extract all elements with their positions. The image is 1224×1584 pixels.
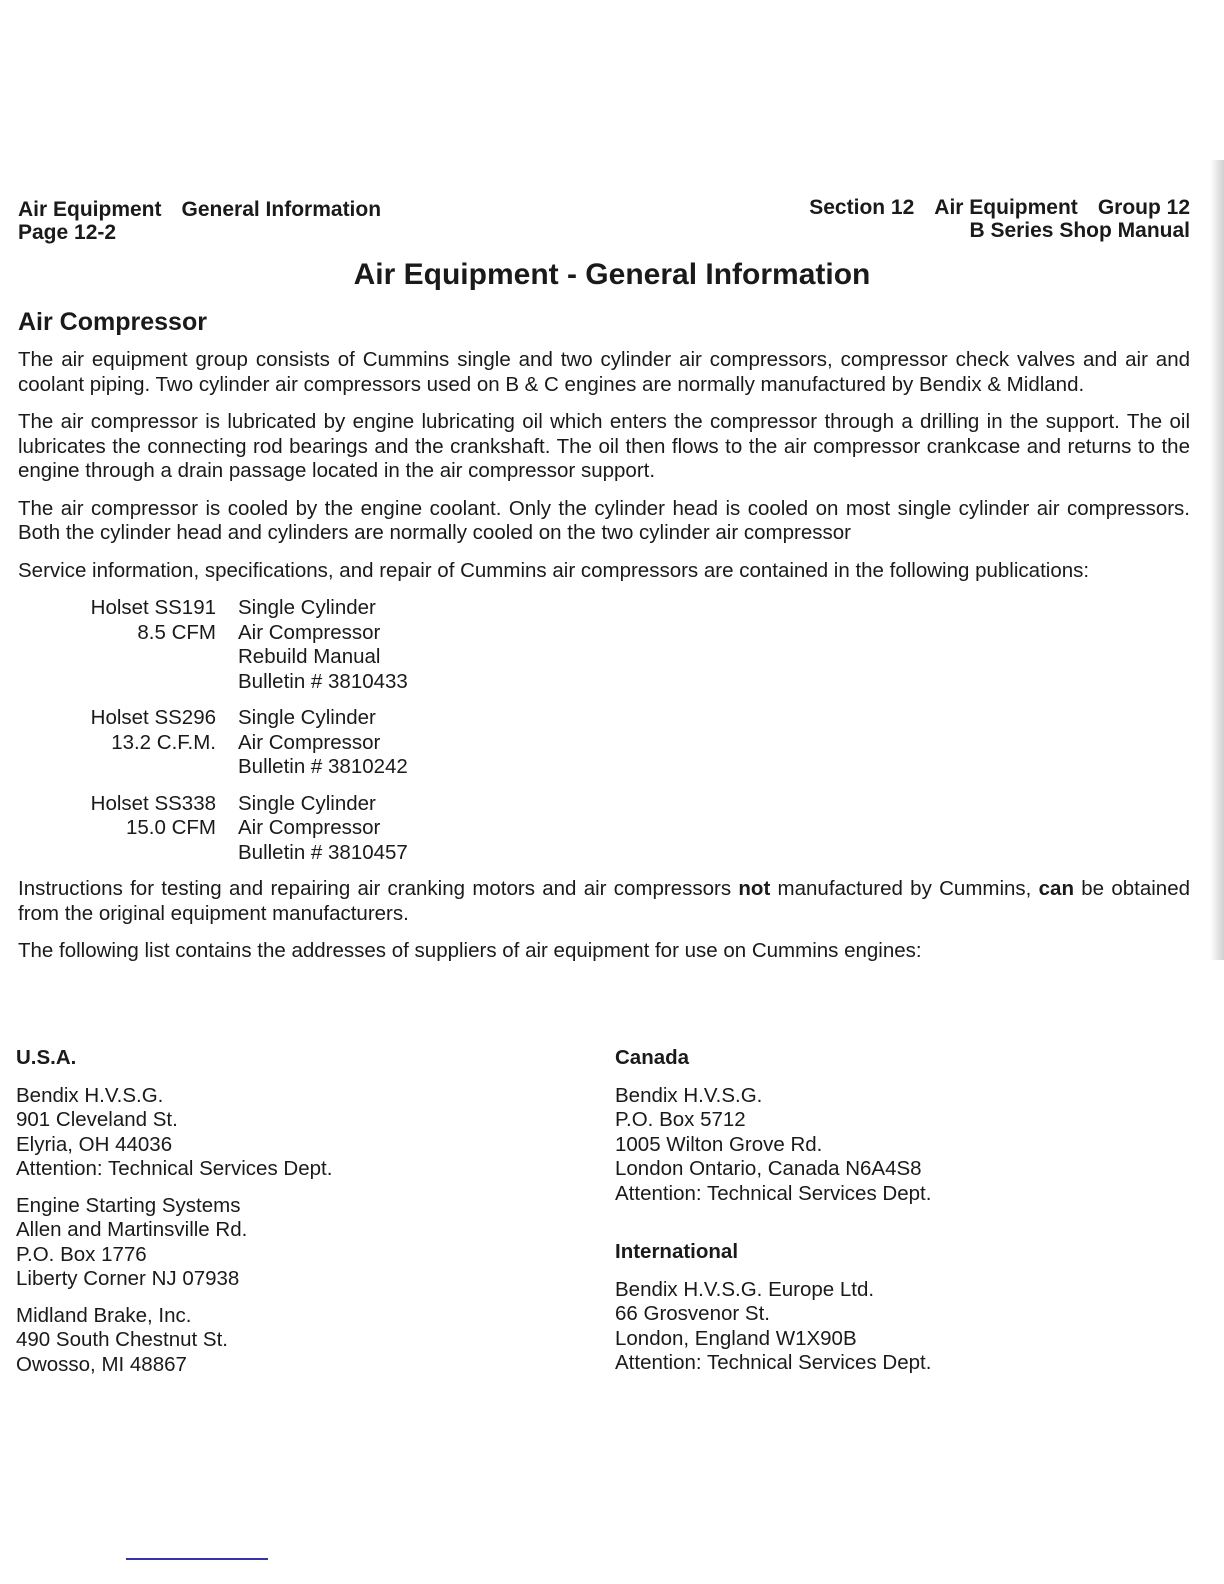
header-manual-name: B Series Shop Manual xyxy=(969,219,1190,242)
address-line: Bendix H.V.S.G. xyxy=(615,1083,763,1107)
international-heading: International xyxy=(615,1240,739,1263)
canada-international-suppliers xyxy=(615,1046,931,1388)
section-heading: Air Compressor xyxy=(18,308,207,336)
paragraph: The air compressor is cooled by the engine coolant. Only the cylinder head is cooled on most single cylinder air compressors. Both the cylinder head and cylinders are normally cooled on the two cylinder air compressor xyxy=(18,496,1190,544)
usa-heading: U.S.A. xyxy=(16,1046,77,1069)
publication-line: Air Compressor xyxy=(238,816,381,839)
address-line: London Ontario, Canada N6A4S8 xyxy=(615,1157,922,1180)
header-general-information: General Information xyxy=(181,198,382,221)
publication-line: Single Cylinder xyxy=(238,596,376,619)
publication-line: Single Cylinder xyxy=(238,706,376,729)
address-line: Midland Brake, Inc. xyxy=(16,1303,192,1327)
supplier-address xyxy=(615,1084,931,1207)
body-text xyxy=(18,348,1190,977)
address-line: 66 Grosvenor St. xyxy=(615,1302,770,1325)
publication-model: Holset SS338 xyxy=(90,791,216,815)
address-line: Owosso, MI 48867 xyxy=(16,1352,187,1376)
usa-suppliers xyxy=(16,1046,332,1389)
publication-rating: 8.5 CFM xyxy=(137,620,216,644)
header-group: Group 12 xyxy=(1097,196,1190,219)
header-left xyxy=(18,198,381,244)
header-air-equipment: Air Equipment xyxy=(18,198,162,221)
publication-rating: 15.0 CFM xyxy=(126,816,216,839)
address-line: Attention: Technical Services Dept. xyxy=(615,1181,932,1205)
publication-model: Holset SS191 xyxy=(90,596,216,619)
publication-line: Single Cylinder xyxy=(238,791,376,815)
publication-model: Holset SS296 xyxy=(90,706,216,729)
instructions-text: Instructions for testing and repairing air cranking motors and air compressors xyxy=(18,877,739,900)
instructions-emphasis-not: not xyxy=(738,877,771,900)
address-line: 1005 Wilton Grove Rd. xyxy=(615,1132,823,1156)
paragraph: The air equipment group consists of Cummins single and two cylinder air compressors, compressor check valves and air and coolant piping. Two cylinder air compressors used on B & C engines are normally manufactured by Bendix & Midland. xyxy=(18,348,1190,396)
instructions-emphasis-can: can xyxy=(1038,877,1074,900)
publication-entry xyxy=(18,596,1190,694)
address-line: Liberty Corner NJ 07938 xyxy=(16,1267,240,1290)
address-line: Attention: Technical Services Dept. xyxy=(16,1157,333,1180)
supplier-address xyxy=(615,1278,931,1376)
publication-line: Rebuild Manual xyxy=(238,645,381,668)
paragraph: Service information, specifications, and repair of Cummins air compressors are contained in the following publications: xyxy=(18,558,1090,582)
publication-list xyxy=(18,596,1190,865)
supplier-address xyxy=(16,1084,332,1182)
address-line: 901 Cleveland St. xyxy=(16,1108,178,1131)
page-number: Page 12-2 xyxy=(18,221,117,244)
address-line: London, England W1X90B xyxy=(615,1326,857,1350)
header-right xyxy=(809,196,1190,242)
publication-entry xyxy=(18,706,1190,780)
address-line: Engine Starting Systems xyxy=(16,1193,241,1217)
address-line: Bendix H.V.S.G. xyxy=(16,1083,164,1107)
canada-heading: Canada xyxy=(615,1046,690,1069)
footer-rule xyxy=(126,1558,268,1560)
address-line: Bendix H.V.S.G. Europe Ltd. xyxy=(615,1277,875,1301)
supplier-list-intro: The following list contains the addresses of suppliers of air equipment for use on Cummins engines: xyxy=(18,939,922,962)
publication-entry xyxy=(18,792,1190,866)
header-air-equipment-right: Air Equipment xyxy=(934,196,1078,219)
publication-bulletin: Bulletin # 3810433 xyxy=(238,669,408,693)
instructions-text: be obtained from the original equipment manufacturers. xyxy=(18,877,1190,925)
publication-line: Air Compressor xyxy=(238,620,381,644)
paragraph: The air compressor is lubricated by engine lubricating oil which enters the compressor through a drilling in the support. The oil lubricates the connecting rod bearings and the crankshaft. The oil then flows to the air compressor crankcase and returns to the engine through a drain passage located in the air compressor support. xyxy=(18,410,1190,482)
instructions-text: manufactured by Cummins, xyxy=(770,877,1039,900)
address-line: P.O. Box 5712 xyxy=(615,1108,746,1131)
supplier-address xyxy=(16,1304,332,1378)
publication-rating: 13.2 C.F.M. xyxy=(111,730,216,754)
publication-bulletin: Bulletin # 3810242 xyxy=(238,755,408,778)
address-line: Elyria, OH 44036 xyxy=(16,1132,173,1156)
publication-line: Air Compressor xyxy=(238,730,381,754)
address-line: 490 South Chestnut St. xyxy=(16,1328,228,1351)
instructions-paragraph xyxy=(18,877,1190,926)
address-line: Allen and Martinsville Rd. xyxy=(16,1218,248,1241)
header-section: Section 12 xyxy=(809,196,915,219)
address-line: Attention: Technical Services Dept. xyxy=(615,1351,932,1374)
publication-bulletin: Bulletin # 3810457 xyxy=(238,840,408,864)
supplier-address xyxy=(16,1194,332,1292)
page-title: Air Equipment - General Information xyxy=(353,258,871,291)
address-line: P.O. Box 1776 xyxy=(16,1242,147,1266)
